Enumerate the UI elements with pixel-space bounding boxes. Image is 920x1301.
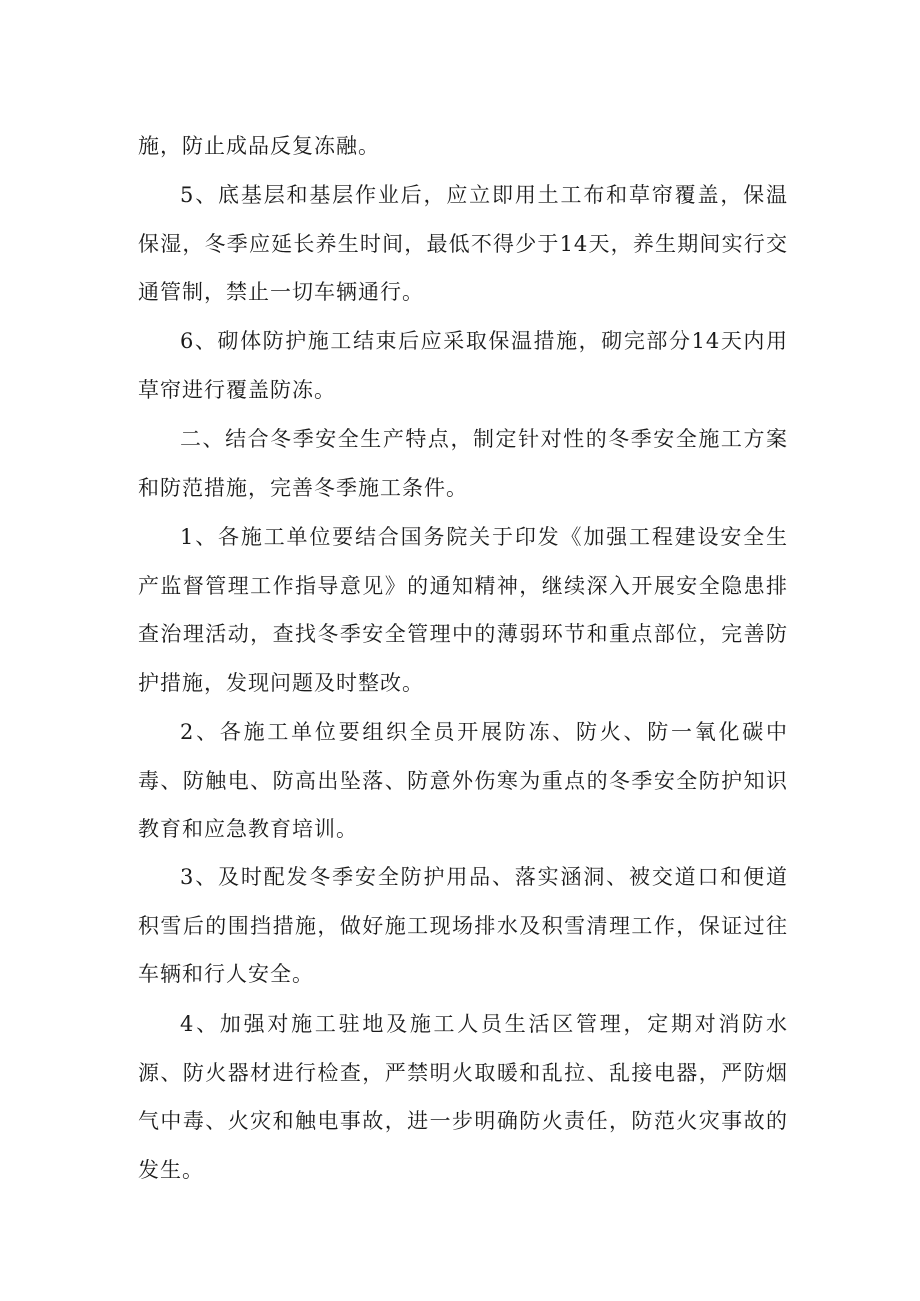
- paragraph-item-6: 6、砌体防护施工结束后应采取保温措施，砌完部分14天内用草帘进行覆盖防冻。: [138, 329, 788, 402]
- paragraph-item-5: 5、底基层和基层作业后，应立即用土工布和草帘覆盖，保温保湿，冬季应延长养生时间，最低不得少于14天，养生期间实行交通管制，禁止一切车辆通行。: [138, 183, 788, 304]
- paragraph-item-3: 3、及时配发冬季安全防护用品、落实涵洞、被交道口和便道积雪后的围挡措施，做好施工现场排水及积雪清理工作，保证过往车辆和行人安全。: [138, 865, 788, 986]
- paragraph-item-2: 2、各施工单位要组织全员开展防冻、防火、防一氧化碳中毒、防触电、防高出坠落、防意外伤寒为重点的冬季安全防护知识教育和应急教育培训。: [138, 720, 788, 841]
- paragraph-item-4: 4、加强对施工驻地及施工人员生活区管理，定期对消防水源、防火器材进行检查，严禁明火取暖和乱拉、乱接电器，严防烟气中毒、火灾和触电事故，进一步明确防火责任，防范火灾事故的发生。: [138, 1012, 788, 1182]
- section-heading-two: 二、结合冬季安全生产特点，制定针对性的冬季安全施工方案和防范措施，完善冬季施工条件。: [138, 427, 788, 500]
- paragraph-continuation: 施，防止成品反复冻融。: [138, 134, 380, 158]
- paragraph-item-1: 1、各施工单位要结合国务院关于印发《加强工程建设安全生产监督管理工作指导意见》的通知精神，继续深入开展安全隐患排查治理活动，查找冬季安全管理中的薄弱环节和重点部位，完善防护措施，发现问题及时整改。: [138, 525, 788, 695]
